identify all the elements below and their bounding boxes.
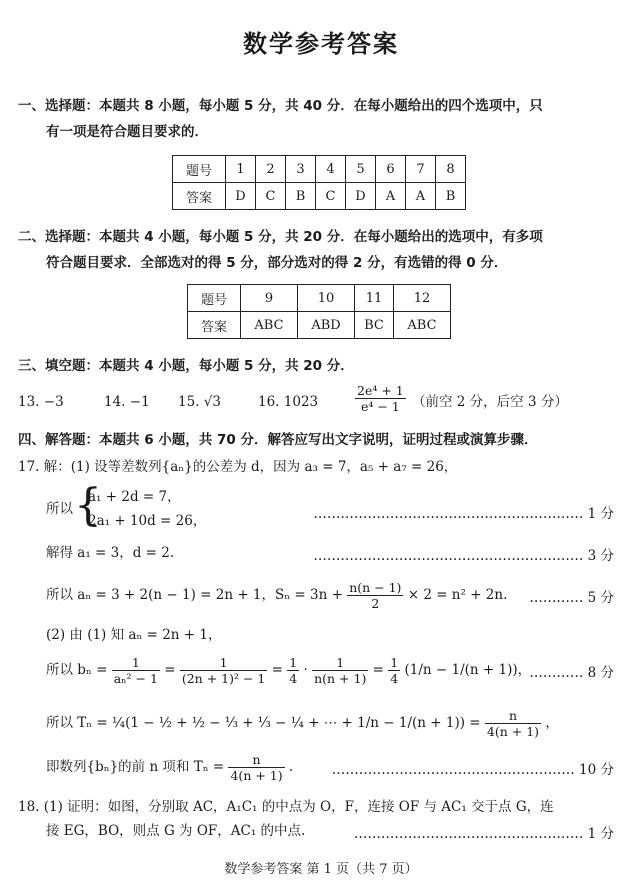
table-cell: D: [226, 183, 256, 210]
table-cell: C: [316, 183, 346, 210]
answer-q16-note: （前空 2 分，后空 3 分）: [412, 394, 568, 410]
answer-q14: 14. −1: [104, 394, 150, 410]
table-cell: ABC: [241, 312, 298, 339]
table-cell: 9: [241, 285, 298, 312]
table-cell: ABD: [298, 312, 355, 339]
table-cell: 12: [394, 285, 451, 312]
section1-heading: 一、选择题：本题共 8 小题，每小题 5 分，共 40 分．在每小题给出的四个选项中，只: [18, 98, 543, 114]
q17-bn-formula: 所以 bₙ = $\frac{1}{\text{aₙ² − 1}}$ = $\frac{1}{\text{(2n + 1)² − 1}}$ = $\frac{1}{4}$ · $\frac{1}{n(n + 1)}$ = $\frac{1}{4}$ (1/n − 1/(n + 1))，: [46, 655, 532, 686]
brace-symbol: {: [74, 480, 102, 531]
q18-intro-cont: 接 EG，BO，则点 G 为 OF，AC₁ 的中点.: [46, 823, 306, 839]
table-cell: 5: [346, 156, 376, 183]
table-row: [188, 285, 451, 312]
section1-answer-table: [172, 155, 466, 210]
answer-q16: 16. 1023: [258, 394, 319, 410]
q17-equation-1: a₁ + 2d = 7，: [88, 489, 181, 505]
q17-score-5: ………… 5 分: [529, 590, 614, 606]
table-cell: B: [286, 183, 316, 210]
section2-heading-cont: 符合题目要求．全部选对的得 5 分，部分选对的得 2 分，有选错的得 0 分．: [46, 255, 508, 271]
section4-heading: 四、解答题：本题共 6 小题，共 70 分．解答应写出文字说明，证明过程或演算步骤．: [18, 432, 538, 448]
q17-score-10: ……………………………………………… 10 分: [331, 762, 614, 778]
table-cell: 4: [316, 156, 346, 183]
table-row: [173, 183, 466, 210]
q17-so-label: 所以: [46, 501, 73, 517]
table-cell: 10: [298, 285, 355, 312]
answer-q15: 15. √3: [178, 394, 221, 410]
table-header-cell: 题号: [173, 156, 226, 183]
section3-heading: 三、填空题：本题共 4 小题，每小题 5 分，共 20 分．: [18, 358, 354, 374]
table-cell: A: [376, 183, 406, 210]
table-cell: 8: [436, 156, 466, 183]
q17-intro: 17. 解：(1) 设等差数列{aₙ}的公差为 d，因为 a₃ = 7，a₅ + a₇ = 26，: [18, 459, 458, 475]
page-footer: 数学参考答案 第 1 页（共 7 页）: [224, 862, 418, 877]
table-cell: 11: [355, 285, 394, 312]
q18-score-1: …………………………………………… 1 分: [353, 826, 614, 842]
page-title: 数学参考答案: [243, 30, 399, 58]
table-header-cell: 题号: [188, 285, 241, 312]
q17-tn-formula: 所以 Tₙ = ¼(1 − ½ + ½ − ⅓ + ⅓ − ¼ + ⋯ + 1/n − 1/(n + 1)) = $\frac{n}{4(n + 1)}$ ，: [46, 708, 559, 739]
table-cell: C: [256, 183, 286, 210]
table-cell: B: [436, 183, 466, 210]
q17-score-8: ………… 8 分: [529, 665, 614, 681]
q17-part2: (2) 由 (1) 知 aₙ = 2n + 1，: [46, 627, 222, 643]
section2-heading: 二、选择题：本题共 4 小题，每小题 5 分，共 20 分．在每小题给出的选项中，有多项: [18, 229, 543, 245]
q17-score-3: …………………………………………………… 3 分: [313, 548, 614, 564]
table-cell: 3: [286, 156, 316, 183]
answer-q16-fraction: $\frac{\text{2e⁴ + 1}}{\text{e⁴ − 1}}$: [357, 383, 404, 414]
table-cell: A: [406, 183, 436, 210]
q17-solution: 解得 a₁ = 3，d = 2.: [46, 545, 175, 561]
q17-equation-2: 2a₁ + 10d = 26，: [88, 513, 207, 529]
q18-intro: 18. (1) 证明：如图，分别取 AC，A₁C₁ 的中点为 O，F，连接 OF 与 AC₁ 交于点 G，连: [18, 799, 554, 815]
table-cell: BC: [355, 312, 394, 339]
q17-score-1: …………………………………………………… 1 分: [313, 506, 614, 522]
table-cell: 7: [406, 156, 436, 183]
table-row: [188, 312, 451, 339]
table-cell: 2: [256, 156, 286, 183]
q17-an-formula: 所以 aₙ = 3 + 2(n − 1) = 2n + 1，Sₙ = 3n + $\frac{n(n - 1)}{2}$ × 2 = n² + 2n.: [46, 580, 508, 611]
section2-answer-table: [187, 284, 451, 339]
table-cell: ABC: [394, 312, 451, 339]
table-header-cell: 答案: [173, 183, 226, 210]
table-cell: D: [346, 183, 376, 210]
table-row: [173, 156, 466, 183]
section1-heading-cont: 有一项是符合题目要求的．: [46, 124, 208, 140]
table-header-cell: 答案: [188, 312, 241, 339]
answer-q13: 13. −3: [18, 394, 64, 410]
table-cell: 1: [226, 156, 256, 183]
q17-sum-formula: 即数列{bₙ}的前 n 项和 Tₙ = $\frac{n}{4(n + 1)}$ .: [46, 752, 294, 783]
table-cell: 6: [376, 156, 406, 183]
